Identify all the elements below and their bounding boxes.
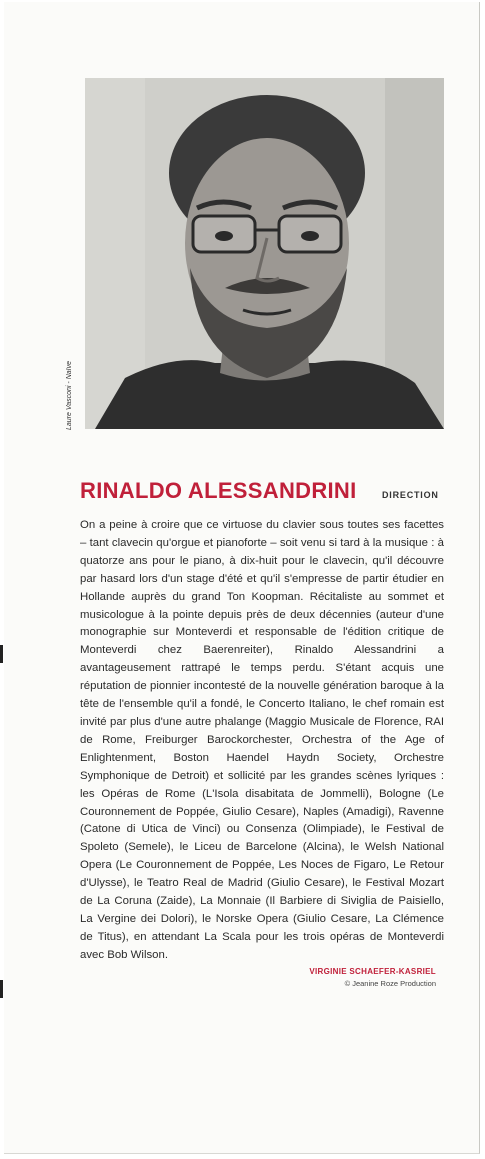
portrait-photo: [85, 78, 444, 429]
author-name: VIRGINIE SCHAEFER-KASRIEL: [309, 967, 436, 976]
portrait-image: [85, 78, 444, 429]
program-page: [4, 2, 480, 1154]
copyright-line: © Jeanine Roze Production: [344, 979, 436, 988]
artist-role: DIRECTION: [382, 490, 439, 500]
photo-credit: Laure Vasconi - Naïve: [66, 361, 73, 430]
biography: [80, 517, 444, 965]
scan-edge-mark: [0, 645, 3, 663]
scan-edge-mark: [0, 980, 3, 998]
biography-text: On a peine à croire que ce virtuose du clavier sous toutes ses facettes – tant clavecin qu'orgue et pianoforte – soit venu si tard à la musique : à quatorze ans pour le piano, à dix-huit pour le clavecin, qu'il découvre par hasard lors d'un stage d'été et qu'il s'empresse de partir étudier en Hollande auprès du grand Ton Koopman. Récitaliste au sommet et musicologue à la pointe depuis près de deux décennies (auteur d'une monographie sur Monteverdi et responsable de l'édition critique de Monteverdi chez Baerenreiter), Rinaldo Alessandrini a avantageusement rattrapé le temps perdu. S'étant acquis une réputation de pionnier incontesté de la nouvelle génération baroque à la tête de l'ensemble qu'il a fondé, le Concerto Italiano, le chef romain est invité par plus d'une autre phalange (Maggio Musicale de Florence, RAI de Rome, Freiburger Barockorchester, Orchestra of the Age of Enlightenment, Boston Haendel Haydn Society, Orchestre Symphonique de Detroit) et sollicité par les grandes scènes lyriques : les Opéras de Rome (L'Isola disabitata de Jommelli), Bologne (Le Couronnement de Poppée, Giulio Cesare), Naples (Amadigi), Ravenne (Catone di Utica de Vinci) ou Consenza (Olimpiade), le Festival de Spoleto (Semele), le Liceu de Barcelone (Alcina), le Welsh National Opera (Le Couronnement de Poppée, Les Noces de Figaro, Le Retour d'Ulysse), le Teatro Real de Madrid (Giulio Cesare), le Festival Mozart de La Coruna (Zaide), La Monnaie (Il Barbiere di Siviglia de Paisiello, La Vergine dei Dolori), le Norske Opera (Giulio Cesare, La Clémence de Titus), en attendant La Scala pour les trois opéras de Monteverdi avec Bob Wilson.: [80, 519, 444, 961]
artist-name: RINALDO ALESSANDRINI: [80, 478, 357, 503]
